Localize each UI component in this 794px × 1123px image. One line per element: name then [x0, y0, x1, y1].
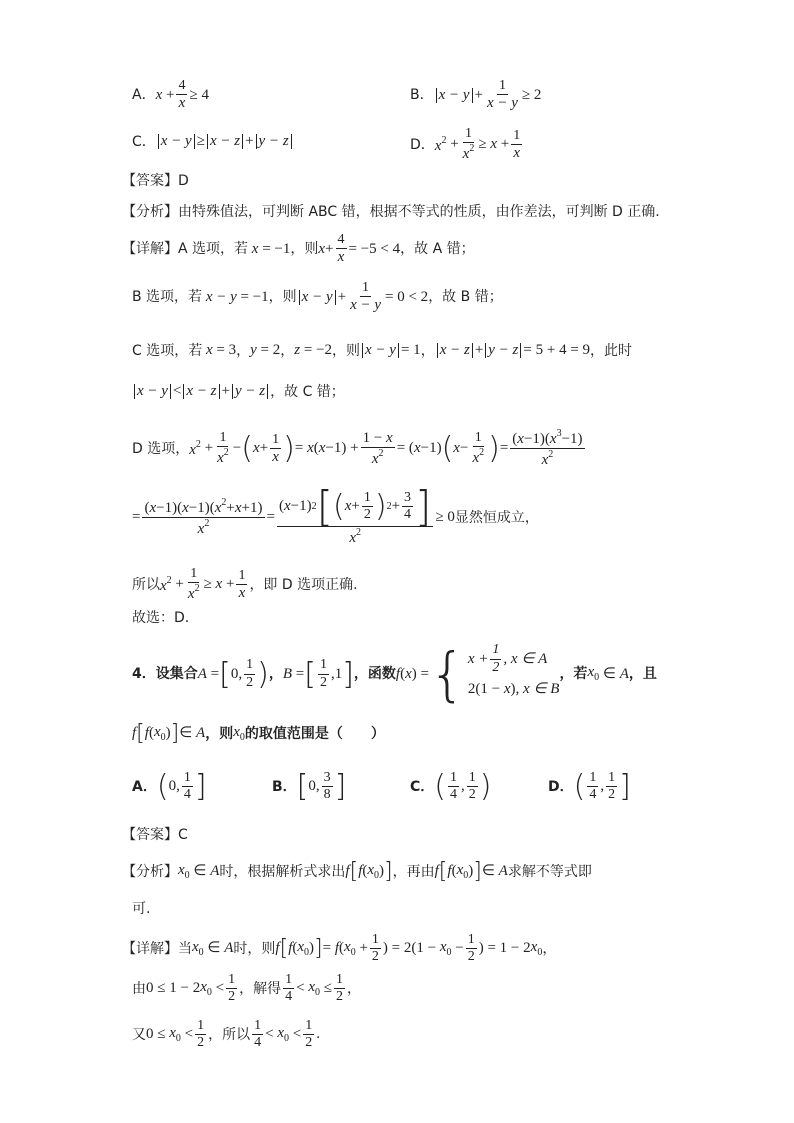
q4-answer: 【答案】 C [122, 827, 188, 843]
q3-answer: 【答案】 D [122, 173, 189, 189]
q3-option-d: D． $x^2$ + $\frac{1}{x^2}$ ≥ x + $\frac{1}{x}$ [410, 126, 521, 163]
q3-analysis: 【分析】 由特殊值法，可判断 ABC 错，根据不等式的性质，由作差法，可判断 D 正确. [122, 204, 660, 220]
q4-detail-2: 由 0 ≤ 1 − 2 $x_0$ < $\frac{1}{2}$ ，解得 $\frac{1}{4}$ < $x_0$ ≤ $\frac{1}{2}$ ， [132, 972, 361, 1005]
q4-detail-3: 又 0 ≤ $x_0$ < $\frac{1}{2}$ ，所以 $\frac{1}{4}$ < $x_0$ < $\frac{1}{2}$ . [132, 1018, 320, 1051]
q4-option-a: A． ( 0, $\frac{1}{4}$ ] [132, 769, 207, 805]
q4-stem-line1: 4． 设集合 A = [ 0, $\frac{1}{2}$ ) ， B = [ $\frac{1}{2}$ ,1 ] ，函数 f ( x ) = { x + $\frac{1}{2}$ , x ∈ A 2(1 − x ), x ∈ B ，若 $x_0$ ∈ A ，且 [132, 640, 657, 708]
q4-stem-line2: f [ f ( $x_0$ ) ] ∈ A ，则 $x_0$ 的取值范围是（ ） [132, 721, 385, 746]
q3-detail-d3: 所以 $x^2$ + $\frac{1}{x^2}$ ≥ x + $\frac{1}{x}$ ，即 D 选项正确. [132, 566, 358, 603]
q3-detail-d2: = $\frac{(x-1)(x-1)(x^2+x+1)}{x^2}$ = ( x −1) 2 [ ( x + $\frac{1}{2}$ ) 2 + $\frac{3}{4}$ ] $x^2$ ≥ 0 显然恒成立， [132, 482, 539, 546]
q3-option-b: B． x − y + $\frac{1}{x - y}$ ≥ 2 [410, 78, 542, 112]
q4-option-c: C． ( $\frac{1}{4}$ , $\frac{1}{2}$ ) [410, 769, 492, 805]
q4-analysis-cont: 可. [132, 901, 151, 917]
q3-detail-c1: C 选项，若 x = 3 ， y = 2 ， z = −2 ，则 x − y = 1 ， x − z + y − z = 5 + 4 = 9 ，此时 [132, 342, 633, 359]
q3-detail-b: B 选项，若 x − y = −1 ，则 x − y + $\frac{1}{x - y}$ = 0 < 2 ，故 B 错； [132, 280, 503, 314]
q4-detail-1: 【详解】 当 $x_0$ ∈ A 时，则 f [ f ( $x_0$ ) ] = f ( $x_0$ + $\frac{1}{2}$ ) = 2(1 − $x_0$ − $\frac{1}{2}$ ) = 1 − 2 $x_0$ ， [122, 932, 557, 965]
q4-option-d: D． ( $\frac{1}{4}$ , $\frac{1}{2}$ ] [548, 769, 631, 805]
q3-option-a: A． x + $\frac{4}{x}$ ≥ 4 [132, 78, 209, 112]
q3-detail-c2: x − y < x − z + y − z ，故 C 错； [132, 384, 345, 399]
q3-detail-a: 【详解】 A 选项，若 x = −1 ，则 x + $\frac{4}{x}$ = −5 < 4 ，故 A 错； [122, 232, 475, 266]
q3-detail-d1: D 选项， $x^2$ + $\frac{1}{x^2}$ − ( x + $\frac{1}{x}$ ) = x ( x −1) + $\frac{1 - x}{x^2}$ = ( x −1) ( x − $\frac{1}{x^2}$ ) = $\frac{(x-1)(x^3-1)}{x^2}$ [132, 428, 583, 469]
q3-option-c: C． x − y ≥ x − z + y − z [132, 134, 294, 149]
q4-analysis: 【分析】 $x_0$ ∈ A 时，根据解析式求出 f [ f ( $x_0$ ) ] ，再由 f [ f ( $x_0$ ) ] ∈ A 求解不等式即 [122, 859, 592, 884]
q3-choose: 故选：D. [132, 610, 190, 626]
q4-option-b: B． [ 0, $\frac{3}{8}$ ] [272, 769, 347, 805]
